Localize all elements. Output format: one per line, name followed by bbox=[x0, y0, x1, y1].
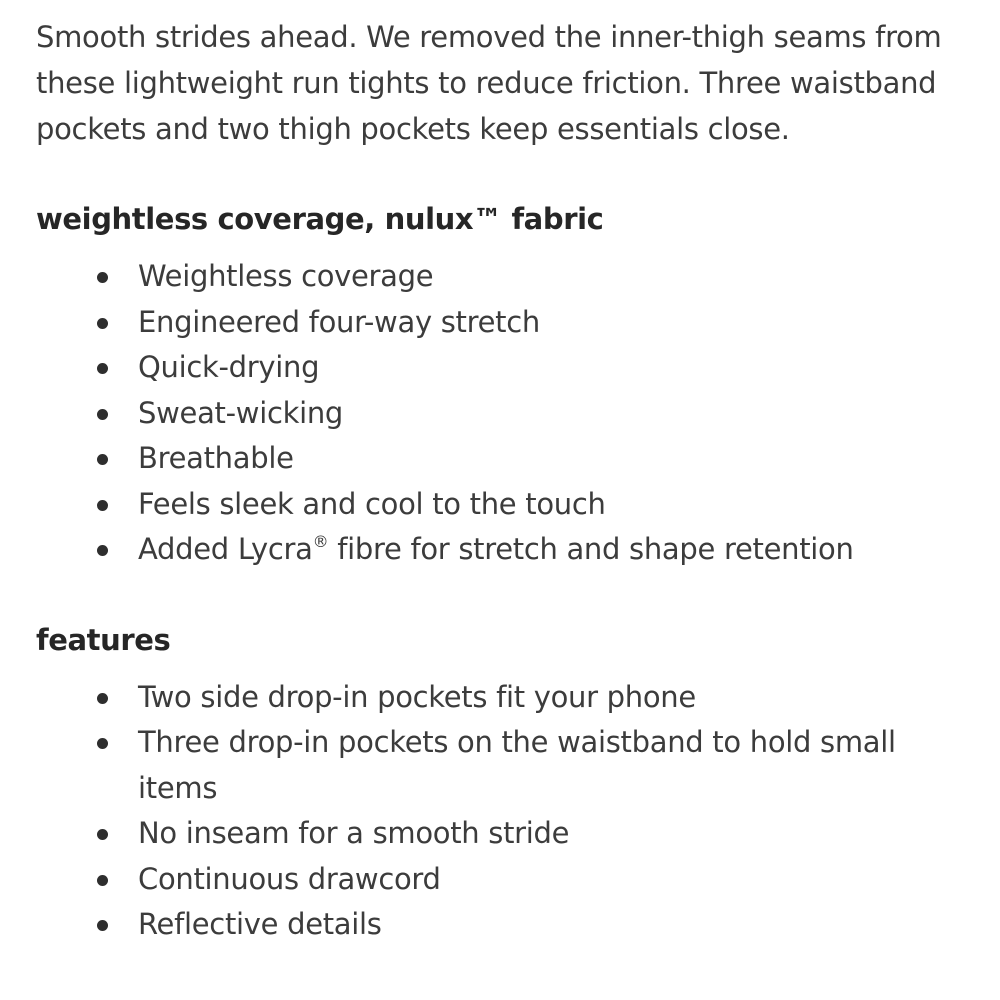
bullet-dot-icon bbox=[97, 272, 108, 283]
list-item bbox=[36, 254, 946, 300]
list-item-text: No inseam for a smooth stride bbox=[138, 816, 570, 850]
bullet-dot-icon bbox=[97, 693, 108, 704]
list-item bbox=[36, 811, 946, 857]
list-item bbox=[36, 482, 946, 528]
list-item-text: Quick-drying bbox=[138, 350, 320, 384]
list-item-text: Breathable bbox=[138, 441, 294, 475]
bullet-dot-icon bbox=[97, 409, 108, 420]
list-item bbox=[36, 436, 946, 482]
intro-paragraph: Smooth strides ahead. We removed the inner-thigh seams from these lightweight run tights to reduce friction. Three waistband pockets and two thigh pockets keep essentials close. bbox=[36, 20, 942, 146]
list-item bbox=[36, 675, 946, 721]
bullet-dot-icon bbox=[97, 318, 108, 329]
bullet-dot-icon bbox=[97, 500, 108, 511]
bullet-dot-icon bbox=[97, 829, 108, 840]
bullet-dot-icon bbox=[97, 875, 108, 886]
list-item bbox=[36, 902, 946, 948]
list-item-text: Reflective details bbox=[138, 907, 382, 941]
list-item-text: Two side drop-in pockets fit your phone bbox=[138, 679, 696, 714]
list-item bbox=[36, 527, 946, 573]
list-item-text: Feels sleek and cool to the touch bbox=[138, 486, 606, 521]
list-item-text: Engineered four-way stretch bbox=[138, 304, 540, 339]
list-item-text: Added Lycra® fibre for stretch and shape retention bbox=[138, 532, 854, 566]
list-item-text: Sweat-wicking bbox=[138, 395, 344, 430]
list-item-text: Continuous drawcord bbox=[138, 861, 441, 896]
bullet-dot-icon bbox=[97, 738, 108, 749]
list-item bbox=[36, 857, 946, 903]
section-heading-features: features bbox=[36, 622, 171, 657]
section-heading-fabric: weightless coverage, nulux™ fabric bbox=[36, 202, 604, 236]
features-list bbox=[36, 675, 946, 948]
bullet-dot-icon bbox=[97, 545, 108, 556]
bullet-dot-icon bbox=[97, 920, 108, 931]
product-description bbox=[36, 14, 946, 948]
list-item-text: Three drop-in pockets on the waistband to hold small items bbox=[138, 725, 896, 805]
fabric-feature-list bbox=[36, 254, 946, 573]
list-item bbox=[36, 300, 946, 346]
bullet-dot-icon bbox=[97, 454, 108, 465]
list-item bbox=[36, 345, 946, 391]
list-item bbox=[36, 720, 946, 811]
list-item-text: Weightless coverage bbox=[138, 259, 434, 293]
list-item bbox=[36, 391, 946, 437]
bullet-dot-icon bbox=[97, 363, 108, 374]
